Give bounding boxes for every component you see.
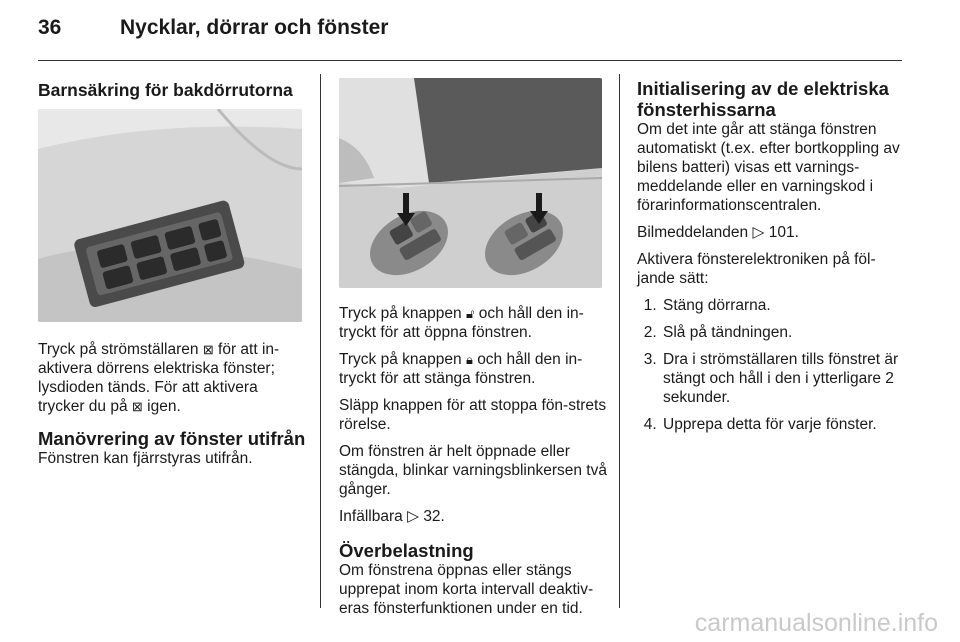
child-lock-text (38, 340, 306, 416)
overload-text: Om fönstrena öppnas eller stängs upprepat inom korta intervall deaktiv-eras fönsterfunktionen under en tid. (339, 562, 594, 617)
close-windows-text-a: Tryck på knappen (339, 351, 462, 368)
door-switch-panel-illustration (38, 109, 302, 322)
column-1 (38, 80, 306, 476)
lock-key-icon: 🔒︎ (465, 352, 473, 367)
remote-window-text: Fönstren kan fjärrstyras utifrån. (38, 450, 253, 467)
vehicle-messages-ref (637, 223, 907, 242)
open-windows-text (339, 304, 607, 342)
door-switch-figure (38, 109, 302, 322)
remote-key-figure (339, 78, 602, 288)
child-lock-heading: Barnsäkring för bakdörrutorna (38, 80, 293, 100)
child-lock-text-a: Tryck på strömställaren (38, 341, 199, 358)
mirrors-ref-label: Infällbara (339, 508, 403, 525)
page-number: 36 (38, 16, 62, 39)
activation-intro: Aktivera fönsterelektroniken på föl-jande sätt: (637, 251, 876, 287)
remote-window-heading: Manövrering av fönster utifrån (38, 428, 306, 449)
overload-heading: Överbelastning (339, 540, 474, 561)
vehicle-messages-page: 101. (768, 224, 799, 241)
header-rule (38, 60, 902, 61)
activation-steps (637, 296, 907, 434)
page-header (38, 16, 388, 40)
initialisation-heading: Initialisering av de elektriska fönsterhissarna (637, 78, 889, 120)
ref-arrow-icon: ▷ (407, 508, 419, 525)
mirrors-ref-page: 32. (423, 508, 445, 525)
remote-key-illustration (339, 78, 602, 288)
column-2 (339, 78, 607, 626)
close-windows-text-b: och håll den in-tryckt för att stänga fönstren. (339, 351, 583, 387)
child-lock-switch-icon: ⊠ (202, 342, 214, 357)
vehicle-messages-label: Bilmeddelanden (637, 224, 749, 241)
child-lock-text-b: för att in-aktivera dörrens elektriska fönster; lysdioden tänds. För att aktivera trycker du på (38, 341, 280, 415)
step-item: 2. Slå på tändningen. (661, 323, 907, 342)
step-item: 1. Stäng dörrarna. (661, 296, 907, 315)
hazard-flash-text: Om fönstren är helt öppnade eller stängda, blinkar varningsblinkersen två gånger. (339, 443, 607, 498)
step-item: 3. Dra i strömställaren tills fönstret är stängt och håll i den i ytterligare 2 sekunder. (661, 350, 907, 407)
child-lock-text-c: igen. (147, 398, 181, 415)
initialisation-intro: Om det inte går att stänga fönstren automatiskt (t.ex. efter bortkoppling av bilens batteri) visas ett varnings-meddelande eller en varningskod i förarinformationscentralen. (637, 121, 900, 214)
stop-window-text: Släpp knappen för att stoppa fön-strets rörelse. (339, 397, 607, 433)
child-lock-switch-icon-2: ⊠ (131, 399, 143, 414)
ref-arrow-icon-2: ▷ (752, 224, 765, 241)
close-windows-text (339, 350, 607, 388)
column-3 (637, 78, 907, 442)
column-divider-1 (320, 74, 321, 608)
watermark: carmanualsonline.info (694, 609, 938, 637)
column-divider-2 (619, 74, 620, 608)
step-item: 4. Upprepa detta för varje fönster. (661, 415, 907, 434)
unlock-key-icon: 🔓︎ (465, 306, 475, 321)
open-windows-text-a: Tryck på knappen (339, 305, 462, 322)
mirrors-ref-text (339, 507, 607, 526)
page-title: Nycklar, dörrar och fönster (120, 16, 389, 39)
open-windows-text-b: och håll den in-tryckt för att öppna fönstren. (339, 305, 584, 341)
